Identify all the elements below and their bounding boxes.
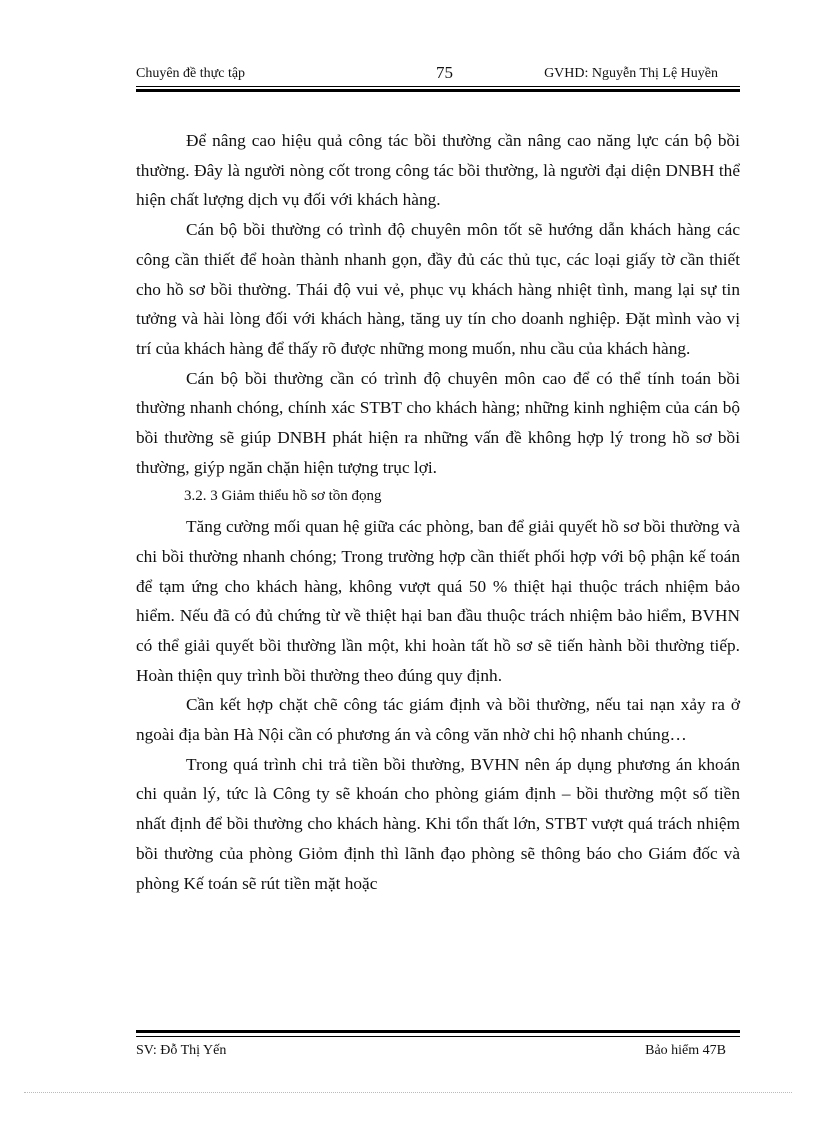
- header-rule-thin: [136, 86, 740, 87]
- paragraph: Để nâng cao hiệu quả công tác bồi thường cần nâng cao năng lực cán bộ bồi thường. Đây là người nòng cốt trong công tác bồi thường, là người đại diện DNBH thể hiện chất lượng dịch vụ đối với khách hàng.: [136, 131, 740, 210]
- header-course-title: Chuyên đề thực tập: [136, 66, 246, 81]
- section-heading: 3.2. 3 Giảm thiểu hồ sơ tồn đọng: [184, 488, 382, 505]
- paragraph: Cán bộ bồi thường cần có trình độ chuyên môn cao để có thể tính toán bồi thường nhanh chóng, chính xác STBT cho khách hàng; những kinh nghiệm của cán bộ bồi thường sẽ giúp DNBH phát hiện ra những vấn đề không hợp lý trong hồ sơ bồi thường, giýp ngăn chặn hiện tượng trục lợi.: [136, 368, 740, 477]
- page-header: [136, 62, 740, 86]
- footer-student: SV: Đỗ Thị Yến: [136, 1043, 227, 1058]
- paragraph: Cần kết hợp chặt chẽ công tác giám định và bồi thường, nếu tai nạn xảy ra ở ngoài địa bàn Hà Nội cần có phương án và công văn nhờ chi hộ nhanh chúng…: [136, 695, 740, 745]
- footer-rule-thin: [136, 1036, 740, 1037]
- paragraph: Trong quá trình chi trả tiền bồi thường, BVHN nên áp dụng phương án khoán chi quản lý, tức là Công ty sẽ khoán cho phòng giám định – bồi thường một số tiền nhất định để bồi thường cho khách hàng. Khi tổn thất lớn, STBT vượt quá trách nhiệm bồi thường của phòng Giỏm định thì lãnh đạo phòng sẽ thông báo cho Giám đốc và phòng Kế toán sẽ rút tiền mặt hoặc: [136, 754, 740, 893]
- paragraph: Tăng cường mối quan hệ giữa các phòng, ban để giải quyết hồ sơ bồi thường và chi bồi thường nhanh chóng; Trong trường hợp cần thiết phối hợp với bộ phận kế toán để tạm ứng cho khách hàng, không vượt quá 50 % thiệt hại thuộc trách nhiệm bảo hiểm. Nếu đã có đủ chứng từ về thiệt hại ban đầu thuộc trách nhiệm bảo hiểm, BVHN có thể giải quyết bồi thường lần một, khi hoàn tất hồ sơ sẽ tiến hành bồi thường tiếp. Hoàn thiện quy trình bồi thường theo đúng quy định.: [136, 517, 740, 685]
- page-number: 75: [436, 63, 453, 82]
- page-bottom-divider: [24, 1092, 792, 1093]
- footer-class: Bảo hiểm 47B: [645, 1043, 726, 1058]
- paragraph: Cán bộ bồi thường có trình độ chuyên môn tốt sẽ hướng dẫn khách hàng các công cần thiết để hoàn thành nhanh gọn, đầy đủ các thủ tục, các loại giấy tờ cần thiết cho hồ sơ bồi thường. Thái độ vui vẻ, phục vụ khách hàng nhiệt tình, mang lại sự tin tưởng và hài lòng đối với khách hàng, tăng uy tín cho doanh nghiệp. Đặt mình vào vị trí của khách hàng để thấy rõ được những mong muốn, nhu cầu của khách hàng.: [136, 220, 740, 358]
- header-supervisor: GVHD: Nguyễn Thị Lệ Huyền: [544, 66, 718, 81]
- footer-rule-thick: [136, 1030, 740, 1033]
- document-body: [136, 126, 740, 898]
- header-rule-thick: [136, 89, 740, 92]
